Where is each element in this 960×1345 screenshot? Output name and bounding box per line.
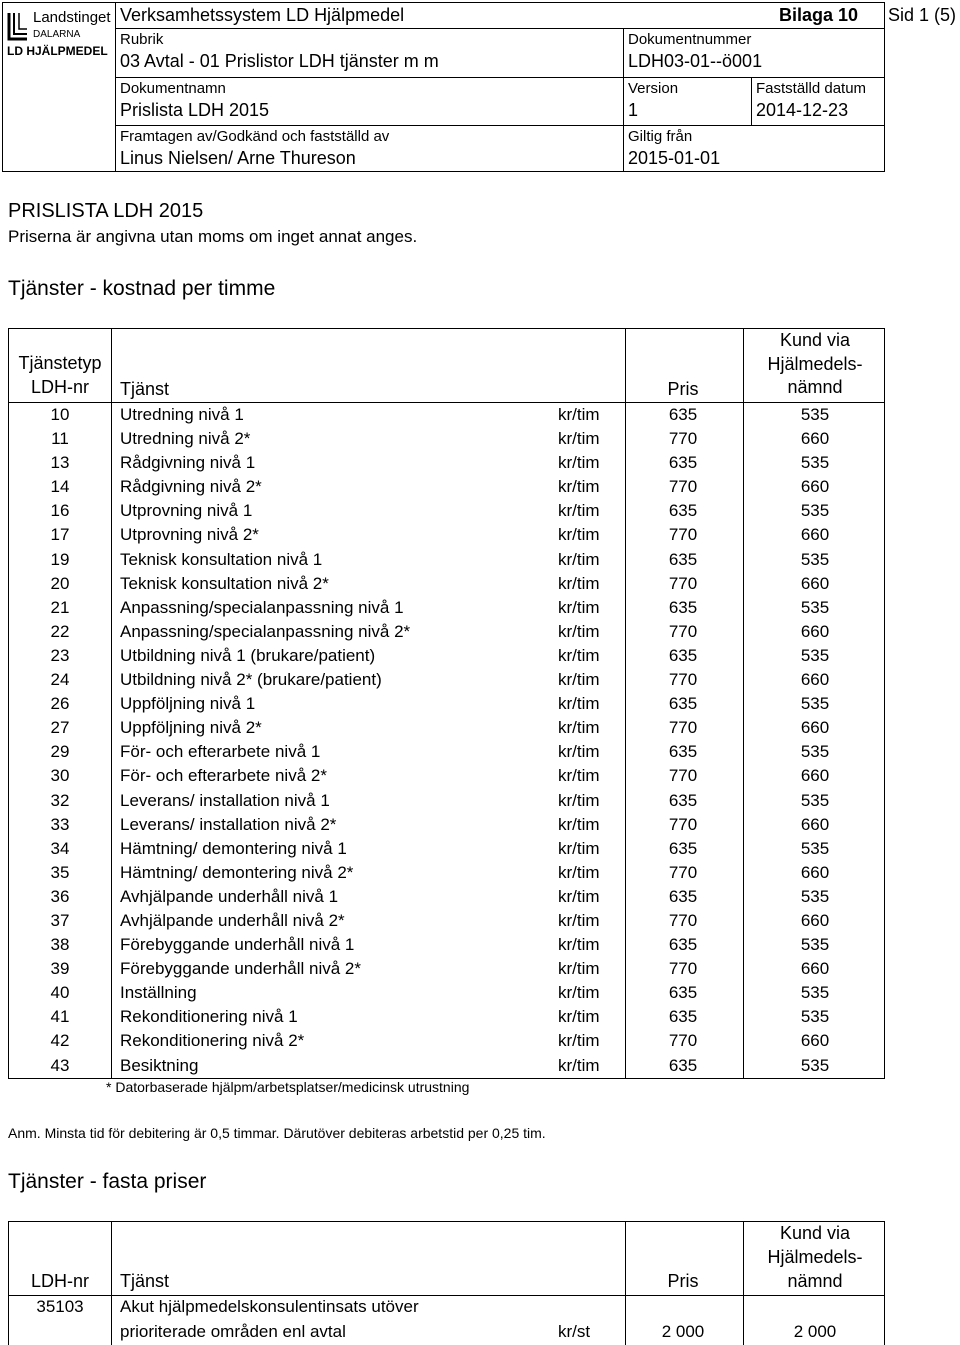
cell-service: Utprovning nivå 2* [120, 525, 259, 545]
cell-ldh-nr: 34 [50, 838, 70, 858]
table-row [9, 548, 884, 572]
version-label: Version [628, 80, 679, 97]
table-row [9, 957, 884, 981]
cell-kund: 535 [800, 838, 830, 858]
cell-service: Leverans/ installation nivå 2* [120, 814, 337, 834]
table-row [9, 668, 884, 692]
header-kund-3: nämnd [787, 1271, 843, 1291]
cell-kund: 660 [800, 621, 830, 641]
dokumentnamn-label: Dokumentnamn [120, 80, 226, 97]
cell-price: 770 [668, 910, 698, 930]
section-title-hourly: Tjänster - kostnad per timme [8, 277, 276, 300]
header-divider [115, 77, 885, 78]
cell-price: 635 [668, 1055, 698, 1075]
cell-ldh-nr: 17 [50, 525, 70, 545]
cell-unit: kr/tim [558, 814, 600, 834]
cell-kund: 535 [800, 790, 830, 810]
cell-unit: kr/tim [558, 405, 600, 424]
header-divider [115, 125, 885, 126]
hourly-services-table [8, 328, 885, 1079]
dokumentnummer-label: Dokumentnummer [628, 31, 752, 48]
table-row [9, 620, 884, 644]
cell-price: 635 [668, 694, 698, 714]
cell-unit: kr/tim [558, 790, 600, 810]
cell-service-2: prioriterade områden enl avtal [120, 1322, 346, 1341]
cell-price: 635 [668, 1007, 698, 1027]
header-divider [751, 77, 752, 125]
cell-unit: kr/tim [558, 501, 600, 521]
cell-price: 770 [668, 429, 698, 449]
cell-service: För- och efterarbete nivå 2* [120, 766, 327, 786]
cell-unit: kr/st [558, 1322, 591, 1341]
cell-ldh-nr: 14 [50, 477, 70, 497]
note: Anm. Minsta tid för debitering är 0,5 timmar. Därutöver debiteras arbetstid per 0,25 tim. [8, 1125, 546, 1141]
table-row [9, 885, 884, 909]
table-row [9, 740, 884, 764]
table-row [9, 861, 884, 885]
system-title: Verksamhetssystem LD Hjälpmedel [120, 5, 405, 25]
cell-unit: kr/tim [558, 670, 600, 690]
column-divider [625, 1222, 626, 1345]
cell-kund: 660 [800, 814, 830, 834]
logo [3, 3, 115, 171]
cell-price: 635 [668, 501, 698, 521]
cell-unit: kr/tim [558, 453, 600, 473]
column-divider [111, 1222, 112, 1345]
cell-unit: kr/tim [558, 525, 600, 545]
cell-ldh-nr: 39 [50, 959, 70, 979]
cell-price: 770 [668, 573, 698, 593]
cell-ldh-nr: 43 [50, 1055, 70, 1075]
table-row [9, 789, 884, 813]
column-divider [743, 1222, 744, 1345]
cell-kund: 660 [800, 910, 830, 930]
cell-price: 770 [668, 477, 698, 497]
cell-price: 635 [668, 405, 698, 424]
cell-price: 770 [668, 1031, 698, 1051]
cell-unit: kr/tim [558, 1007, 600, 1027]
cell-price: 635 [668, 645, 698, 665]
cell-unit: kr/tim [558, 935, 600, 955]
cell-service: Hämtning/ demontering nivå 2* [120, 862, 354, 882]
table-row [9, 475, 884, 499]
document-title: PRISLISTA LDH 2015 [8, 200, 204, 222]
cell-service: Uppföljning nivå 2* [120, 718, 262, 738]
cell-kund: 660 [800, 862, 830, 882]
cell-unit: kr/tim [558, 959, 600, 979]
cell-kund: 660 [800, 429, 830, 449]
cell-unit: kr/tim [558, 573, 600, 593]
header-kund-3: nämnd [787, 377, 843, 397]
table-row [9, 764, 884, 788]
cell-kund: 535 [800, 935, 830, 955]
cell-ldh-nr: 13 [50, 453, 70, 473]
cell-kund: 660 [800, 766, 830, 786]
cell-unit: kr/tim [558, 597, 600, 617]
cell-price: 635 [668, 742, 698, 762]
cell-price: 770 [668, 766, 698, 786]
cell-unit: kr/tim [558, 910, 600, 930]
header-kund-1: Kund via [779, 330, 851, 350]
dokumentnummer-value: LDH03-01--ö001 [628, 51, 763, 71]
cell-price: 635 [668, 838, 698, 858]
cell-service: Leverans/ installation nivå 1 [120, 790, 330, 810]
cell-ldh-nr: 24 [50, 670, 70, 690]
landstinget-logo-icon [7, 11, 29, 41]
table-row [9, 572, 884, 596]
cell-kund: 535 [800, 742, 830, 762]
cell-unit: kr/tim [558, 549, 600, 569]
table-row [9, 644, 884, 668]
cell-service: Utbildning nivå 2* (brukare/patient) [120, 670, 382, 690]
faststalld-label: Fastställd datum [756, 80, 867, 97]
cell-service: Anpassning/specialanpassning nivå 1 [120, 597, 404, 617]
cell-kund: 660 [800, 1031, 830, 1051]
cell-ldh-nr: 29 [50, 742, 70, 762]
cell-ldh-nr: 33 [50, 814, 70, 834]
cell-kund: 535 [800, 501, 830, 521]
cell-kund: 660 [800, 573, 830, 593]
cell-price: 770 [668, 814, 698, 834]
header-price: Pris [667, 1271, 699, 1291]
header-kund-2: Hjälmedels- [767, 1247, 863, 1267]
header-kund-1: Kund via [779, 1223, 851, 1243]
cell-service: Uppföljning nivå 1 [120, 694, 256, 714]
cell-ldh-nr: 35 [50, 862, 70, 882]
document-header [2, 2, 885, 172]
attachment-label: Bilaga 10 [779, 5, 859, 25]
cell-kund: 535 [800, 1055, 830, 1075]
header-divider [623, 28, 624, 171]
cell-ldh-nr: 40 [50, 983, 70, 1003]
giltig-label: Giltig från [628, 128, 693, 145]
cell-unit: kr/tim [558, 718, 600, 738]
cell-service: Teknisk konsultation nivå 1 [120, 549, 323, 569]
cell-kund: 535 [800, 549, 830, 569]
logo-line-2: DALARNA [33, 29, 81, 40]
table-row [9, 1029, 884, 1053]
table-row [9, 692, 884, 716]
cell-price: 635 [668, 886, 698, 906]
table-row [9, 596, 884, 620]
cell-unit: kr/tim [558, 886, 600, 906]
framtagen-value: Linus Nielsen/ Arne Thureson [120, 148, 356, 168]
cell-service: Rådgivning nivå 1 [120, 453, 256, 473]
cell-unit: kr/tim [558, 742, 600, 762]
cell-unit: kr/tim [558, 694, 600, 714]
cell-price: 770 [668, 862, 698, 882]
dokumentnamn-value: Prislista LDH 2015 [120, 100, 270, 120]
cell-service: Teknisk konsultation nivå 2* [120, 573, 329, 593]
footnote: * Datorbaserade hjälpm/arbetsplatser/medicinsk utrustning [106, 1079, 470, 1095]
cell-ldh-nr: 21 [50, 597, 70, 617]
cell-price: 635 [668, 597, 698, 617]
header-service: Tjänst [120, 379, 170, 399]
cell-unit: kr/tim [558, 983, 600, 1003]
header-divider [9, 1295, 884, 1296]
cell-kund: 535 [800, 405, 830, 424]
cell-service: Utredning nivå 1 [120, 405, 244, 424]
cell-kund: 535 [800, 983, 830, 1003]
cell-service: För- och efterarbete nivå 1 [120, 742, 321, 762]
table-row [9, 1005, 884, 1029]
cell-unit: kr/tim [558, 766, 600, 786]
cell-price: 2 000 [661, 1322, 705, 1341]
cell-ldh-nr: 36 [50, 886, 70, 906]
header-ldh-nr: LDH-nr [30, 1271, 89, 1291]
cell-kund: 660 [800, 670, 830, 690]
cell-kund: 535 [800, 645, 830, 665]
cell-service: Rekonditionering nivå 2* [120, 1031, 305, 1051]
table-row [9, 1054, 884, 1078]
cell-ldh-nr: 19 [50, 549, 70, 569]
cell-ldh-nr: 16 [50, 501, 70, 521]
table-row [9, 716, 884, 740]
cell-price: 635 [668, 983, 698, 1003]
cell-ldh-nr: 37 [50, 910, 70, 930]
cell-unit: kr/tim [558, 1055, 600, 1075]
cell-service: Anpassning/specialanpassning nivå 2* [120, 621, 411, 641]
cell-unit: kr/tim [558, 645, 600, 665]
header-service: Tjänst [120, 1271, 170, 1291]
cell-price: 770 [668, 718, 698, 738]
cell-service: Utbildning nivå 1 (brukare/patient) [120, 645, 376, 665]
table-body [9, 403, 884, 1078]
cell-price: 770 [668, 525, 698, 545]
cell-service: Rekonditionering nivå 1 [120, 1007, 298, 1027]
header-price: Pris [667, 379, 699, 399]
cell-ldh-nr: 27 [50, 718, 70, 738]
logo-line-3: LD HJÄLPMEDEL [7, 44, 108, 58]
header-type: Tjänstetyp [18, 353, 102, 373]
cell-kund: 535 [800, 597, 830, 617]
framtagen-label: Framtagen av/Godkänd och fastställd av [120, 128, 390, 145]
cell-kund: 535 [800, 886, 830, 906]
table-row [9, 499, 884, 523]
header-divider [115, 28, 885, 29]
cell-kund: 660 [800, 718, 830, 738]
cell-ldh-nr: 23 [50, 645, 70, 665]
cell-service: Akut hjälpmedelskonsulentinsats utöver [120, 1297, 419, 1316]
cell-ldh-nr: 26 [50, 694, 70, 714]
giltig-value: 2015-01-01 [628, 148, 721, 168]
header-kund-2: Hjälmedels- [767, 354, 863, 374]
document-subtitle: Priserna är angivna utan moms om inget annat anges. [8, 227, 418, 246]
table-row [9, 403, 884, 427]
cell-price: 635 [668, 549, 698, 569]
cell-ldh-nr: 22 [50, 621, 70, 641]
cell-kund: 535 [800, 694, 830, 714]
cell-service: Hämtning/ demontering nivå 1 [120, 838, 347, 858]
faststalld-value: 2014-12-23 [756, 100, 849, 120]
cell-price: 635 [668, 935, 698, 955]
cell-price: 770 [668, 621, 698, 641]
cell-ldh-nr: 32 [50, 790, 70, 810]
cell-price: 635 [668, 453, 698, 473]
table-row [9, 523, 884, 547]
table-row [9, 837, 884, 861]
cell-unit: kr/tim [558, 429, 600, 449]
cell-service: Utprovning nivå 1 [120, 501, 253, 521]
cell-kund: 660 [800, 477, 830, 497]
cell-kund: 535 [800, 1007, 830, 1027]
cell-ldh-nr: 10 [50, 405, 70, 424]
cell-price: 635 [668, 790, 698, 810]
cell-kund: 2 000 [793, 1322, 837, 1341]
cell-unit: kr/tim [558, 1031, 600, 1051]
logo-line-1: Landstinget [33, 9, 111, 26]
cell-ldh-nr: 38 [50, 935, 70, 955]
cell-kund: 535 [800, 453, 830, 473]
cell-unit: kr/tim [558, 862, 600, 882]
header-ldh-nr: LDH-nr [30, 377, 89, 397]
cell-ldh-nr: 35103 [36, 1297, 84, 1316]
cell-price: 770 [668, 670, 698, 690]
section-title-fixed: Tjänster - fasta priser [8, 1170, 207, 1193]
cell-service: Rådgivning nivå 2* [120, 477, 262, 497]
cell-unit: kr/tim [558, 838, 600, 858]
fixed-price-table [8, 1221, 885, 1345]
table-row [9, 451, 884, 475]
cell-kund: 660 [800, 525, 830, 545]
cell-kund: 660 [800, 959, 830, 979]
version-value: 1 [628, 100, 639, 120]
page-number: Sid 1 (5) [888, 5, 957, 25]
cell-unit: kr/tim [558, 477, 600, 497]
cell-ldh-nr: 41 [50, 1007, 70, 1027]
cell-ldh-nr: 30 [50, 766, 70, 786]
rubrik-value: 03 Avtal - 01 Prislistor LDH tjänster m m [120, 51, 439, 71]
cell-service: Förebyggande underhåll nivå 1 [120, 935, 355, 955]
cell-service: Besiktning [120, 1055, 199, 1075]
cell-service: Avhjälpande underhåll nivå 2* [120, 910, 345, 930]
cell-service: Avhjälpande underhåll nivå 1 [120, 886, 339, 906]
cell-price: 770 [668, 959, 698, 979]
table-row [9, 981, 884, 1005]
cell-service: Utredning nivå 2* [120, 429, 251, 449]
cell-service: Inställning [120, 983, 197, 1003]
cell-ldh-nr: 42 [50, 1031, 70, 1051]
cell-ldh-nr: 11 [51, 429, 69, 449]
table-header [9, 329, 884, 403]
table-row [9, 813, 884, 837]
rubrik-label: Rubrik [120, 31, 164, 48]
table-row [9, 427, 884, 451]
cell-ldh-nr: 20 [50, 573, 70, 593]
table-row [9, 909, 884, 933]
table-row [9, 933, 884, 957]
cell-service: Förebyggande underhåll nivå 2* [120, 959, 362, 979]
cell-unit: kr/tim [558, 621, 600, 641]
